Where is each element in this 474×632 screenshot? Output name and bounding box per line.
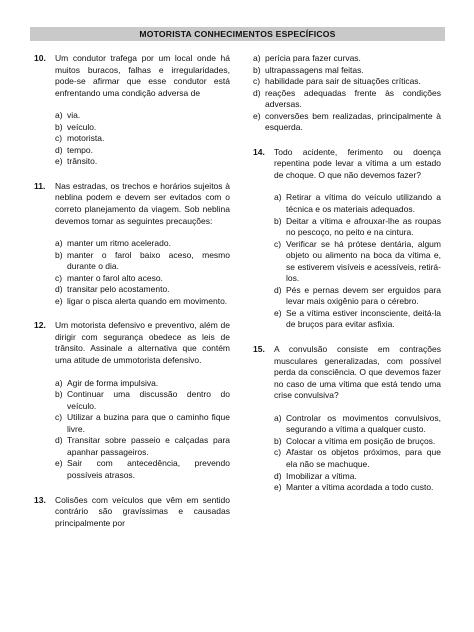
options-list [274,413,441,494]
option-text: perícia para fazer curvas. [265,53,361,63]
option-text: conversões bem realizadas, principalmente à esquerda. [265,110,441,133]
answer-option [274,471,441,483]
option-text: Retirar a vítima do veículo utilizando a técnica e os materiais adequados. [286,192,441,215]
options-list [55,378,230,482]
option-letter: e) [55,156,63,167]
answer-option [253,53,441,65]
option-letter: a) [274,412,282,423]
answer-option [55,156,230,168]
answer-option [274,436,441,448]
option-text: manter o farol baixo aceso, mesmo durante o dia. [67,249,230,272]
answer-option [253,76,441,88]
option-text: Deitar a vítima e afrouxar-lhe as roupas no pescoço, no peito e na cintura. [286,215,441,238]
option-text: habilidade para sair de situações críticas. [265,76,421,87]
question-13 [34,495,230,530]
option-text: tempo. [67,144,93,155]
option-text: Sair com antecedência, prevendo possíveis atrasos. [67,458,230,480]
answer-option [253,65,441,77]
option-letter: c) [55,133,63,144]
option-text: Controlar os movimentos convulsivos, segurando a vítima a qualquer custo. [286,412,441,435]
option-letter: c) [55,412,63,423]
left-column [34,53,230,542]
option-letter: c) [274,238,282,249]
option-letter: a) [55,110,63,121]
option-letter: e) [55,295,63,306]
answer-option [274,216,441,239]
answer-option [55,145,230,157]
answer-option [274,447,441,470]
option-text: reações adequadas frente às condições adversas. [265,87,441,110]
question-number: 13. [34,494,46,505]
question-number: 15. [253,344,265,355]
option-letter: d) [55,144,63,155]
option-text: Utilizar a buzina para que o caminho fique livre. [67,412,230,434]
option-letter: e) [274,307,282,318]
question-number: 12. [34,320,46,331]
page-header: MOTORISTA CONHECIMENTOS ESPECÍFICOS [30,27,445,41]
option-text: manter o farol alto aceso. [67,272,163,283]
answer-option [253,88,441,111]
option-letter: a) [55,238,63,249]
answer-option [274,308,441,331]
option-letter: c) [274,447,282,458]
question-12 [34,320,230,481]
option-letter: b) [274,215,282,226]
question-text: A convulsão consiste em contrações musculares generalizadas, com possível perda da consciência. O que devemos fazer no caso de uma vítima que está tendo uma crise convulsiva? [274,344,441,401]
option-text: Se a vítima estiver inconsciente, deitá-la de bruços para evitar asfixia. [286,307,441,330]
option-letter: d) [253,87,261,98]
options-list [55,110,230,168]
option-text: ultrapassagens mal feitas. [265,64,364,75]
option-letter: b) [55,389,63,400]
answer-option [55,378,230,390]
options-list [55,238,230,307]
answer-option [55,458,230,481]
question-10 [34,53,230,168]
answer-option [274,192,441,215]
question-text: Nas estradas, os trechos e horários sujeitos à neblina podem e devem ser evitados com o correto planejamento da viagem. Sob neblina devemos tomar as seguintes precauções: [55,180,230,226]
answer-option [55,110,230,122]
answer-option [274,239,441,285]
option-text: manter um ritmo acelerado. [67,238,171,249]
option-letter: d) [274,470,282,481]
option-letter: e) [55,458,63,469]
options-list [274,192,441,331]
option-letter: b) [253,64,261,75]
option-text: veículo. [67,121,97,132]
question-number: 11. [34,180,46,191]
option-letter: b) [274,435,282,446]
answer-option [274,482,441,494]
option-text: Colocar a vítima em posição de bruços. [286,435,436,446]
question-14 [253,147,441,331]
option-letter: a) [253,53,261,63]
answer-option [55,296,230,308]
option-text: ligar o pisca alerta quando em movimento. [67,295,228,306]
option-text: Imobilizar a vítima. [286,470,357,481]
answer-option [274,285,441,308]
answer-option [253,111,441,134]
right-column [253,53,441,507]
question-13-options [253,53,441,134]
question-text: Um condutor trafega por um local onde há muitos buracos, falhas e irregularidades, pode-se afirmar que esse condutor está enfrentando uma condição adversa de [55,53,230,98]
question-11 [34,181,230,307]
answer-option [55,250,230,273]
option-letter: b) [55,121,63,132]
option-letter: b) [55,249,63,260]
answer-option [55,122,230,134]
answer-option [55,284,230,296]
option-letter: a) [274,192,282,203]
option-letter: e) [274,482,282,493]
option-letter: c) [55,272,63,283]
question-text: Colisões com veículos que vêm em sentido contrário são gravíssimas e causadas principalmente por [55,494,230,528]
answer-option [55,435,230,458]
option-text: Verificar se há prótese dentária, algum objeto ou alimento na boca da vítima e, se estiverem visíveis e acessíveis, retirá-los. [286,238,441,284]
option-text: motorista. [67,133,105,144]
question-15 [253,344,441,494]
option-text: via. [67,110,81,121]
option-letter: d) [55,284,63,295]
question-number: 14. [253,146,265,157]
option-letter: d) [274,284,282,295]
question-text: Todo acidente, ferimento ou doença repentina pode levar a vítima a um estado de choque. O que não devemos fazer? [274,146,441,180]
option-text: Afastar os objetos próximos, para que ela não se machuque. [286,447,441,469]
answer-option [55,389,230,412]
answer-option [55,412,230,435]
option-text: Agir de forma impulsiva. [67,377,159,388]
option-letter: e) [253,110,261,121]
answer-option [55,273,230,285]
option-letter: d) [55,435,63,446]
question-number: 10. [34,53,46,63]
option-text: Pés e pernas devem ser erguidos para levar mais oxigênio para o cérebro. [286,284,441,307]
option-text: transitar pelo acostamento. [67,284,170,295]
option-letter: a) [55,377,63,388]
option-text: Continuar uma discussão dentro do veículo. [67,389,230,411]
option-text: Manter a vítima acordada a todo custo. [286,482,434,493]
answer-option [55,133,230,145]
answer-option [274,413,441,436]
option-text: trânsito. [67,156,98,167]
question-text: Um motorista defensivo e preventivo, além de dirigir com segurança obedece as leis de trânsito. Assinale a alternativa que contém uma atitude de ummotorista defensivo. [55,320,230,366]
option-letter: c) [253,76,261,87]
answer-option [55,238,230,250]
options-list [253,53,441,134]
option-text: Transitar sobre passeio e calçadas para apanhar passageiros. [67,435,230,457]
